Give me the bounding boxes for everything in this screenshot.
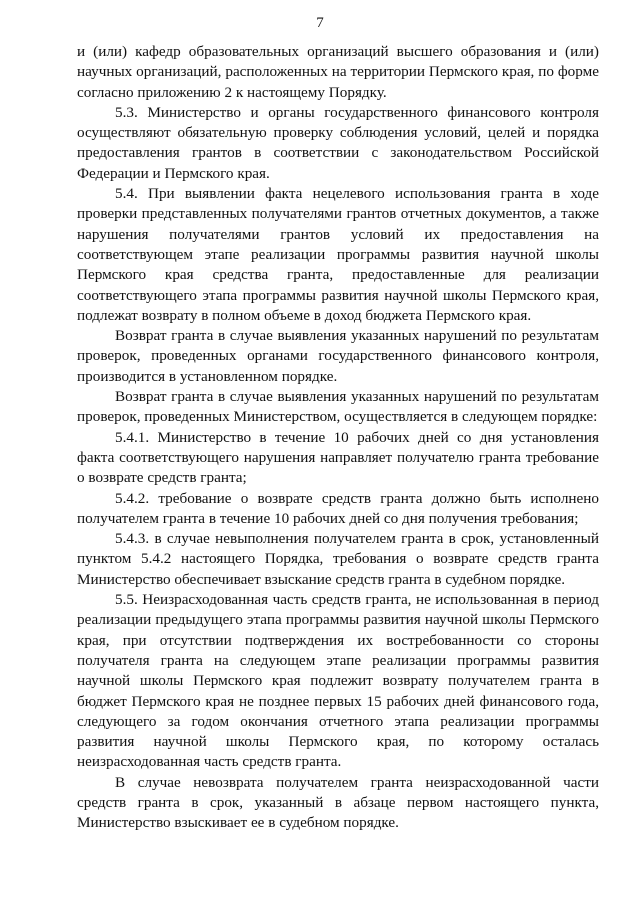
paragraph-continuation: и (или) кафедр образовательных организаций высшего образования и (или) научных организаций, расположенных на территории Пермского края, по форме согласно приложению 2 к настоящему Порядку. — [77, 43, 599, 101]
page-number: 7 — [316, 15, 324, 31]
paragraph-5-4: 5.4. При выявлении факта нецелевого использования гранта в ходе проверки представленных получателями грантов отчетных документов, а также нарушения получателями грантов условий их предоставления на соответствующем этапе реализации программы развития научной школы Пермского края средства гранта, предоставленные для реализации соответствующего этапа программы развития научной школы Пермского края, подлежат возврату в полном объеме в доход бюджета Пермского края. — [77, 185, 599, 324]
paragraph-non-return: В случае невозврата получателем гранта неизрасходованной части средств гранта в срок, указанный в абзаце первом настоящего пункта, Министерство взыскивает ее в судебном порядке. — [77, 773, 599, 832]
paragraph-5-3: 5.3. Министерство и органы государственного финансового контроля осуществляют обязательную проверку соблюдения условий, целей и порядка предоставления грантов в соответствии с законодательством Российской Федерации и Пермского края. — [77, 103, 599, 182]
paragraph-5-4-3: 5.4.3. в случае невыполнения получателем гранта в срок, установленный пунктом 5.4.2 настоящего Порядка, требования о возврате средств гранта Министерство обеспечивает взыскание средств гранта в судебном порядке. — [77, 530, 599, 588]
paragraph-5-4-2: 5.4.2. требование о возврате средств гранта должно быть исполнено получателем гранта в течение 10 рабочих дней со дня получения требования; — [77, 489, 599, 527]
paragraph-return-ministry: Возврат гранта в случае выявления указанных нарушений по результатам проверок, проведенных Министерством, осуществляется в следующем порядке: — [77, 388, 599, 426]
document-body — [77, 42, 599, 834]
paragraph-5-5: 5.5. Неизрасходованная часть средств гранта, не использованная в период реализации предыдущего этапа программы развития научной школы Пермского края, при отсутствии подтверждения их востребованности со стороны получателя гранта на следующем этапе реализации программы развития научной школы Пермского края подлежит возврату получателем гранта в бюджет Пермского края не позднее первых 15 рабочих дней финансового года, следующего за годом окончания отчетного этапа реализации программы развития научной школы Пермского края, по которому осталась неизрасходованная часть средств гранта. — [77, 591, 599, 771]
paragraph-return-control-bodies: Возврат гранта в случае выявления указанных нарушений по результатам проверок, проведенных органами государственного финансового контроля, производится в установленном порядке. — [77, 327, 599, 385]
paragraph-5-4-1: 5.4.1. Министерство в течение 10 рабочих дней со дня установления факта соответствующего нарушения направляет получателю гранта требование о возврате средств гранта; — [77, 428, 599, 487]
